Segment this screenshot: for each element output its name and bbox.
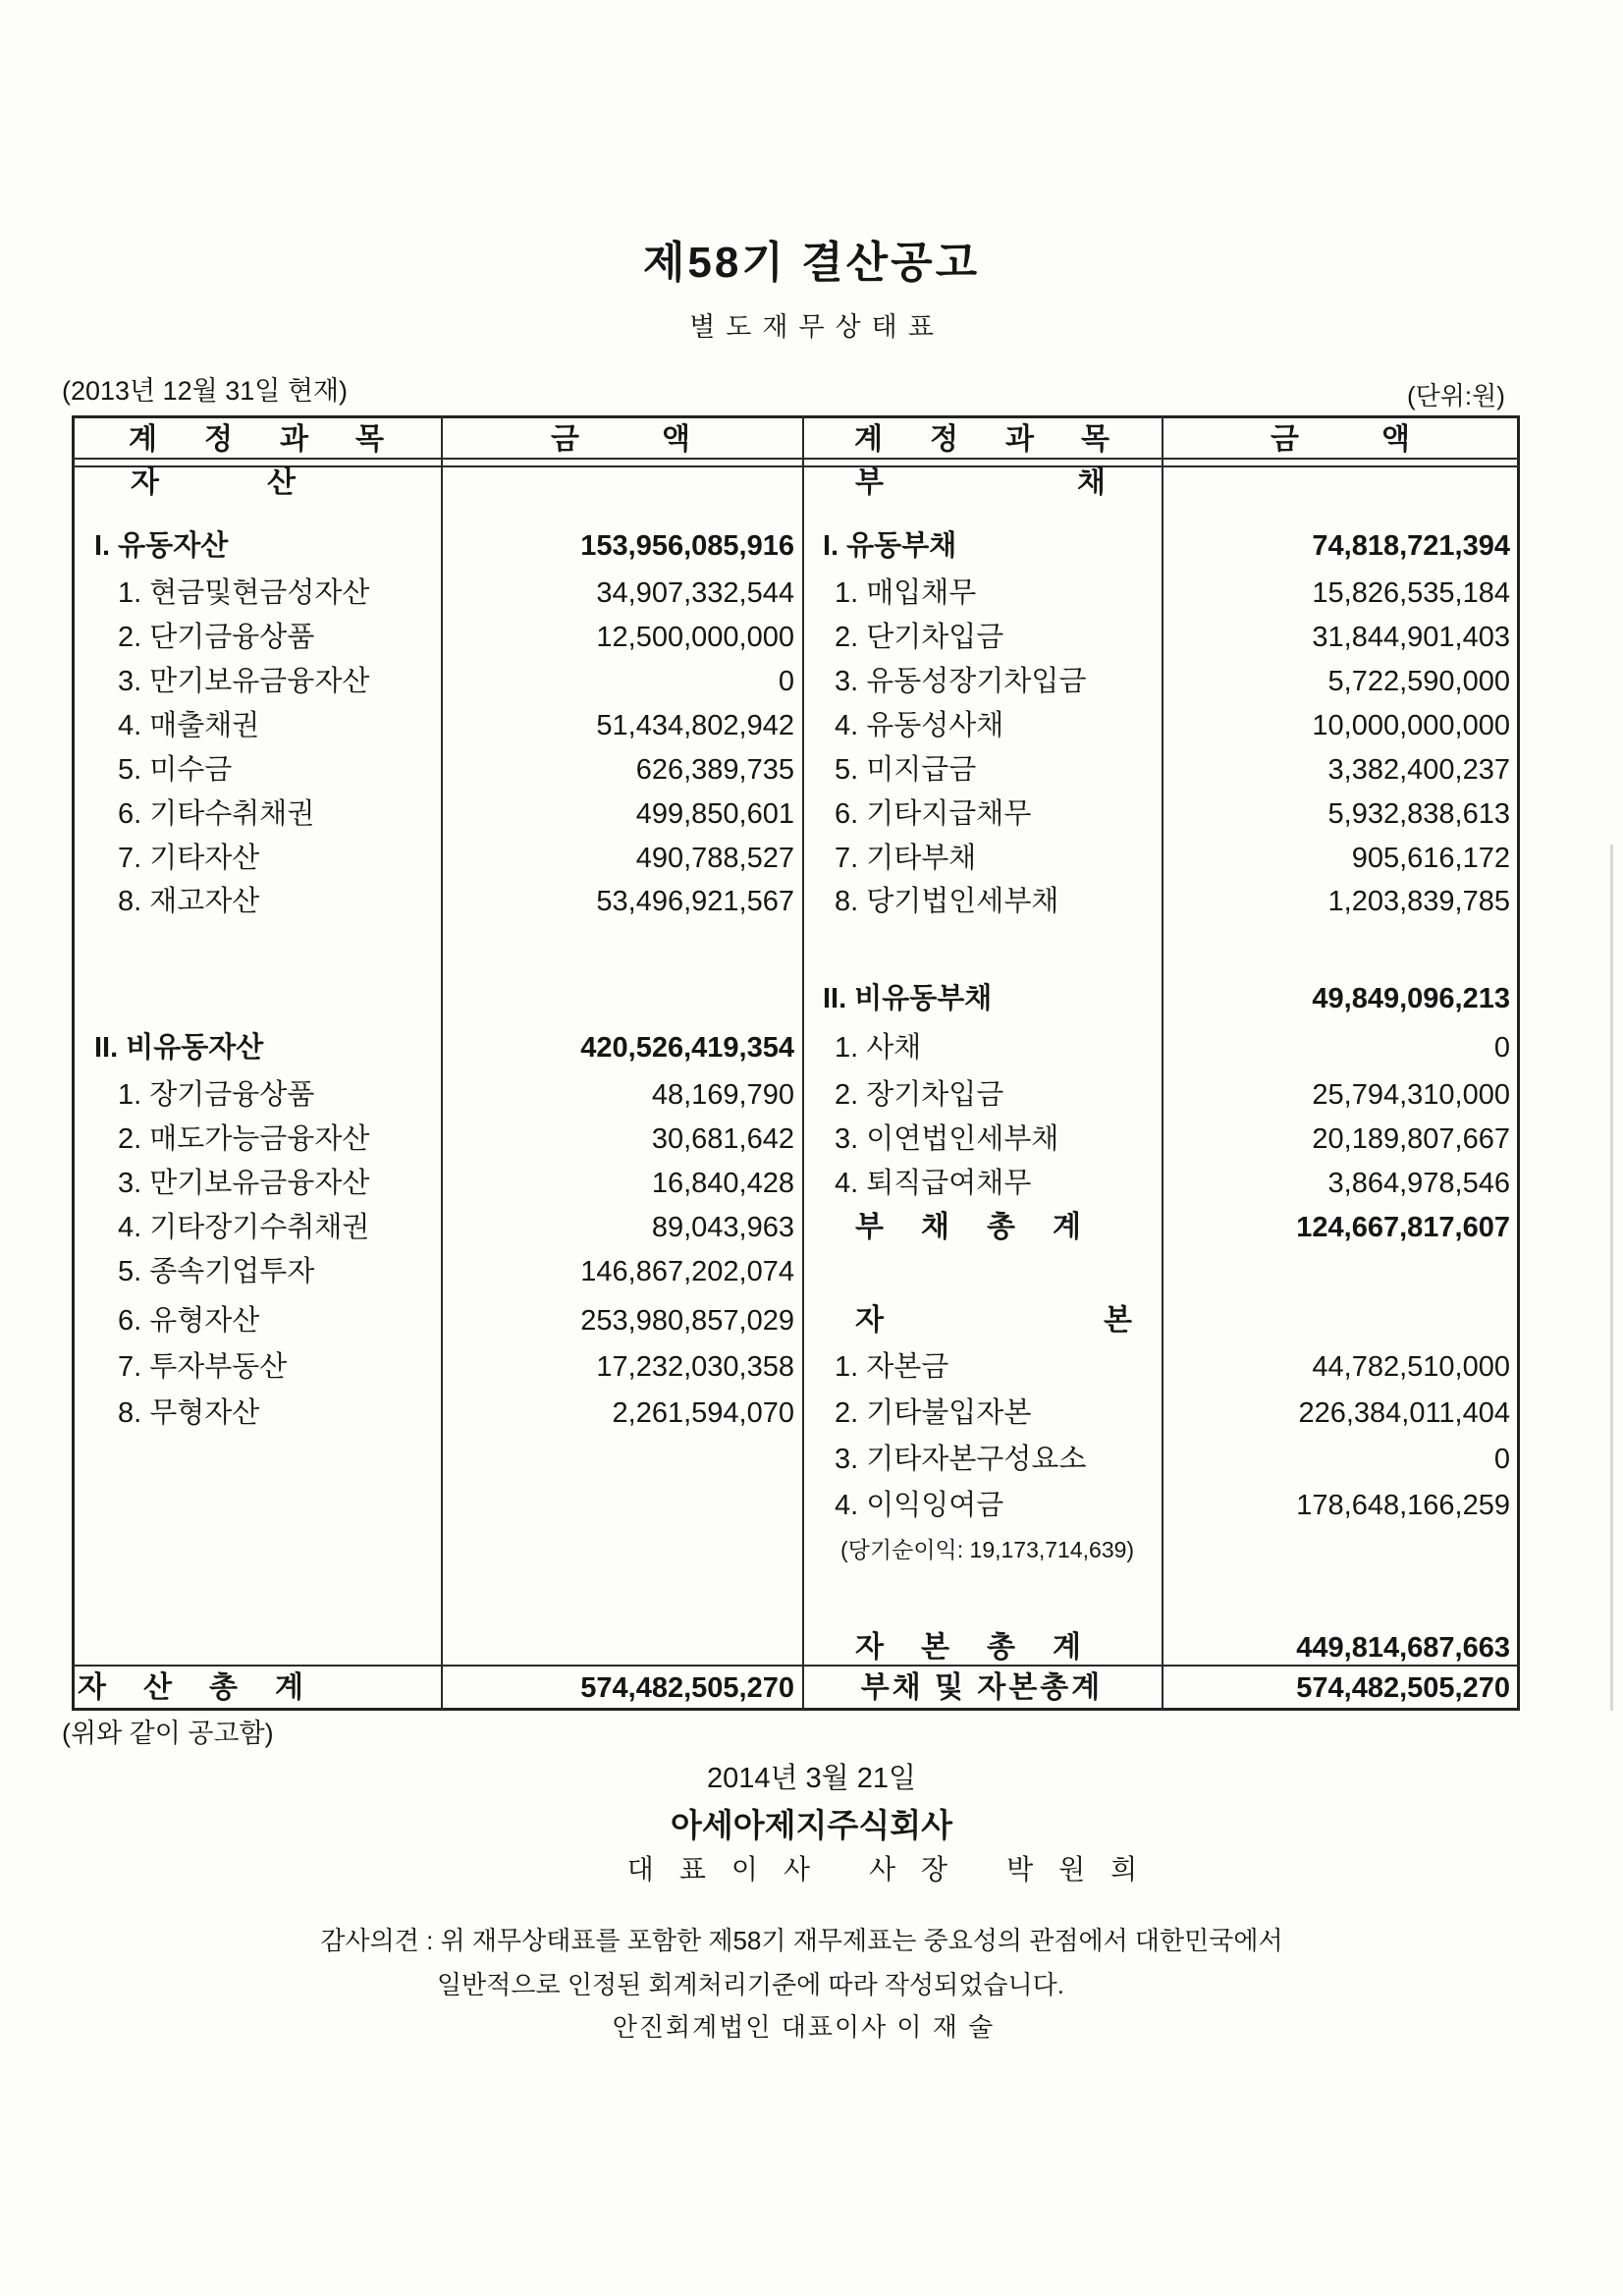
page-title: 제58기 결산공고	[642, 239, 981, 287]
header-account-left	[74, 420, 439, 460]
asset-item-label: 6. 유형자산	[118, 1305, 260, 1337]
asset-item-amount: 253,980,857,029	[580, 1305, 794, 1337]
liability-item-amount: 5,722,590,000	[1327, 666, 1510, 697]
asset-item-label: 4. 매출채권	[118, 710, 260, 741]
equity-item-label: 4. 이익잉여금	[835, 1490, 1004, 1521]
liability-item-label: 1. 매입채무	[835, 577, 977, 609]
header-account-right-text: 계정과목	[854, 423, 1157, 456]
total-liabilities-label: 부채총계	[855, 1211, 1118, 1243]
total-assets-label: 자산총계	[78, 1671, 341, 1704]
page-subtitle-text: 별도재무상태표	[689, 312, 945, 342]
asset-item-amount: 490,788,527	[635, 843, 794, 874]
asset-item-amount: 16,840,428	[651, 1168, 794, 1199]
noncurrent-liabilities-total: 49,849,096,213	[1312, 983, 1510, 1014]
asset-item-label: 4. 기타장기수취채권	[118, 1212, 370, 1243]
asset-item-label: 3. 만기보유금융자산	[118, 1168, 370, 1199]
equity-item-amount: 0	[1493, 1444, 1510, 1475]
asset-item-amount: 0	[778, 666, 794, 697]
asset-item-amount: 626,389,735	[635, 754, 794, 786]
net-income-note: (당기순이익: 19,173,714,639)	[840, 1537, 1135, 1562]
asset-item-label: 2. 단기금융상품	[118, 622, 315, 653]
asset-item-label: 3. 만기보유금융자산	[118, 666, 370, 697]
liability-item-amount: 31,844,901,403	[1312, 622, 1510, 653]
table-vline-3	[1162, 415, 1163, 1711]
header-amount-left	[441, 420, 800, 460]
liability-item-label: 1. 사채	[835, 1032, 922, 1064]
liability-item-amount: 5,932,838,613	[1327, 798, 1510, 830]
noncurrent-assets-label: II. 비유동자산	[94, 1032, 264, 1064]
equity-heading-char-1: 자	[855, 1304, 884, 1337]
asset-item-amount: 48,169,790	[651, 1079, 794, 1111]
asset-item-label: 7. 투자부동산	[118, 1351, 288, 1383]
header-amount-right-text: 금액	[1271, 423, 1492, 456]
liability-item-label: 4. 유동성사채	[835, 710, 1004, 741]
equity-item-label: 2. 기타불입자본	[835, 1397, 1032, 1429]
asset-item-amount: 51,434,802,942	[596, 710, 794, 741]
asset-item-label: 1. 장기금융상품	[118, 1079, 315, 1111]
asset-item-label: 2. 매도가능금융자산	[118, 1123, 370, 1155]
liability-item-label: 2. 단기차입금	[835, 622, 1004, 653]
audit-opinion-line-1: 감사의견 : 위 재무상태표를 포함한 제58기 재무제표는 중요성의 관점에서 대한민국에서	[320, 1926, 1283, 1955]
liability-item-amount: 10,000,000,000	[1312, 710, 1510, 741]
total-assets-amount: 574,482,505,270	[580, 1672, 794, 1704]
equity-item-label: 1. 자본금	[835, 1351, 949, 1383]
total-equity-amount: 449,814,687,663	[1296, 1632, 1510, 1664]
total-equity-label: 자본총계	[855, 1631, 1118, 1664]
current-assets-total: 153,956,085,916	[580, 530, 794, 562]
liabilities-section-heading	[855, 465, 1106, 501]
liabilities-heading-char-1: 부	[855, 466, 884, 499]
liability-item-amount: 20,189,807,667	[1312, 1123, 1510, 1155]
header-amount-left-text: 금액	[551, 423, 773, 456]
header-account-right	[804, 420, 1160, 460]
asset-item-amount: 30,681,642	[651, 1123, 794, 1155]
total-liabilities-equity-amount: 574,482,505,270	[1296, 1672, 1510, 1704]
unit-label: (단위:원)	[1407, 381, 1505, 410]
liability-item-label: 3. 이연법인세부채	[835, 1123, 1059, 1155]
table-vline-2	[802, 415, 804, 1711]
assets-heading-char-1: 자	[131, 466, 159, 499]
scan-streak-artifact	[1610, 845, 1613, 1711]
asset-item-amount: 2,261,594,070	[612, 1397, 794, 1429]
announce-date: 2014년 3월 21일	[706, 1763, 917, 1794]
liability-item-amount: 3,382,400,237	[1327, 754, 1510, 786]
assets-section-heading	[131, 465, 296, 501]
ceo-position: 사장	[868, 1854, 974, 1885]
auditor-line: 안진회계법인 대표이사 이 재 술	[612, 2012, 996, 2042]
asset-item-label: 5. 종속기업투자	[118, 1256, 315, 1287]
asset-item-label: 8. 무형자산	[118, 1397, 260, 1429]
liability-item-label: 7. 기타부채	[835, 843, 977, 874]
liability-item-label: 2. 장기차입금	[835, 1079, 1004, 1111]
asset-item-label: 6. 기타수취채권	[118, 798, 315, 830]
asset-item-amount: 34,907,332,544	[596, 577, 794, 609]
liability-item-amount: 3,864,978,546	[1327, 1168, 1510, 1199]
current-liabilities-total: 74,818,721,394	[1312, 530, 1510, 562]
page-subtitle	[0, 310, 1623, 344]
asset-item-label: 8. 재고자산	[118, 886, 260, 917]
asset-item-label: 1. 현금및현금성자산	[118, 577, 370, 609]
equity-item-amount: 226,384,011,404	[1298, 1397, 1510, 1429]
total-liabilities-amount: 124,667,817,607	[1296, 1212, 1510, 1243]
liability-item-amount: 0	[1493, 1032, 1510, 1064]
ceo-role: 대표이사	[626, 1854, 836, 1885]
as-of-date: (2013년 12월 31일 현재)	[62, 376, 349, 406]
company-name: 아세아제지주식회사	[671, 1807, 952, 1843]
noncurrent-assets-total: 420,526,419,354	[580, 1032, 794, 1064]
equity-heading-char-2: 본	[1104, 1304, 1132, 1337]
asset-item-amount: 146,867,202,074	[580, 1256, 794, 1287]
asset-item-label: 5. 미수금	[118, 754, 233, 786]
liability-item-label: 5. 미지급금	[835, 754, 977, 786]
asset-item-amount: 17,232,030,358	[596, 1351, 794, 1383]
audit-opinion-line-2: 일반적으로 인정된 회계처리기준에 따라 작성되었습니다.	[437, 1970, 1064, 1999]
asset-item-amount: 499,850,601	[635, 798, 794, 830]
liability-item-label: 8. 당기법인세부채	[835, 886, 1059, 917]
equity-item-amount: 44,782,510,000	[1312, 1351, 1510, 1383]
asset-item-amount: 12,500,000,000	[596, 622, 794, 653]
asset-item-label: 7. 기타자산	[118, 843, 260, 874]
current-liabilities-label: I. 유동부채	[823, 530, 957, 562]
header-account-left-text: 계정과목	[129, 423, 431, 456]
noncurrent-liabilities-label: II. 비유동부채	[823, 983, 993, 1014]
total-liabilities-equity-label: 부채 및 자본총계	[860, 1671, 1104, 1704]
equity-section-heading	[855, 1303, 1132, 1339]
liability-item-amount: 25,794,310,000	[1312, 1079, 1510, 1111]
liability-item-amount: 15,826,535,184	[1312, 577, 1510, 609]
equity-item-label: 3. 기타자본구성요소	[835, 1444, 1087, 1475]
liability-item-amount: 1,203,839,785	[1327, 886, 1510, 917]
liability-item-amount: 905,616,172	[1351, 843, 1510, 874]
asset-item-amount: 53,496,921,567	[596, 886, 794, 917]
assets-heading-char-2: 산	[267, 466, 296, 499]
notice-line: (위와 같이 공고함)	[62, 1719, 274, 1748]
asset-item-amount: 89,043,963	[651, 1212, 794, 1243]
liability-item-label: 4. 퇴직급여채무	[835, 1168, 1032, 1199]
equity-item-amount: 178,648,166,259	[1296, 1490, 1510, 1521]
ceo-line	[71, 1852, 1623, 1887]
current-assets-label: I. 유동자산	[94, 530, 229, 562]
liability-item-label: 6. 기타지급채무	[835, 798, 1032, 830]
ceo-name: 박원희	[1006, 1854, 1163, 1885]
header-amount-right	[1163, 420, 1517, 460]
liabilities-heading-char-2: 채	[1077, 466, 1106, 499]
liability-item-label: 3. 유동성장기차입금	[835, 666, 1087, 697]
